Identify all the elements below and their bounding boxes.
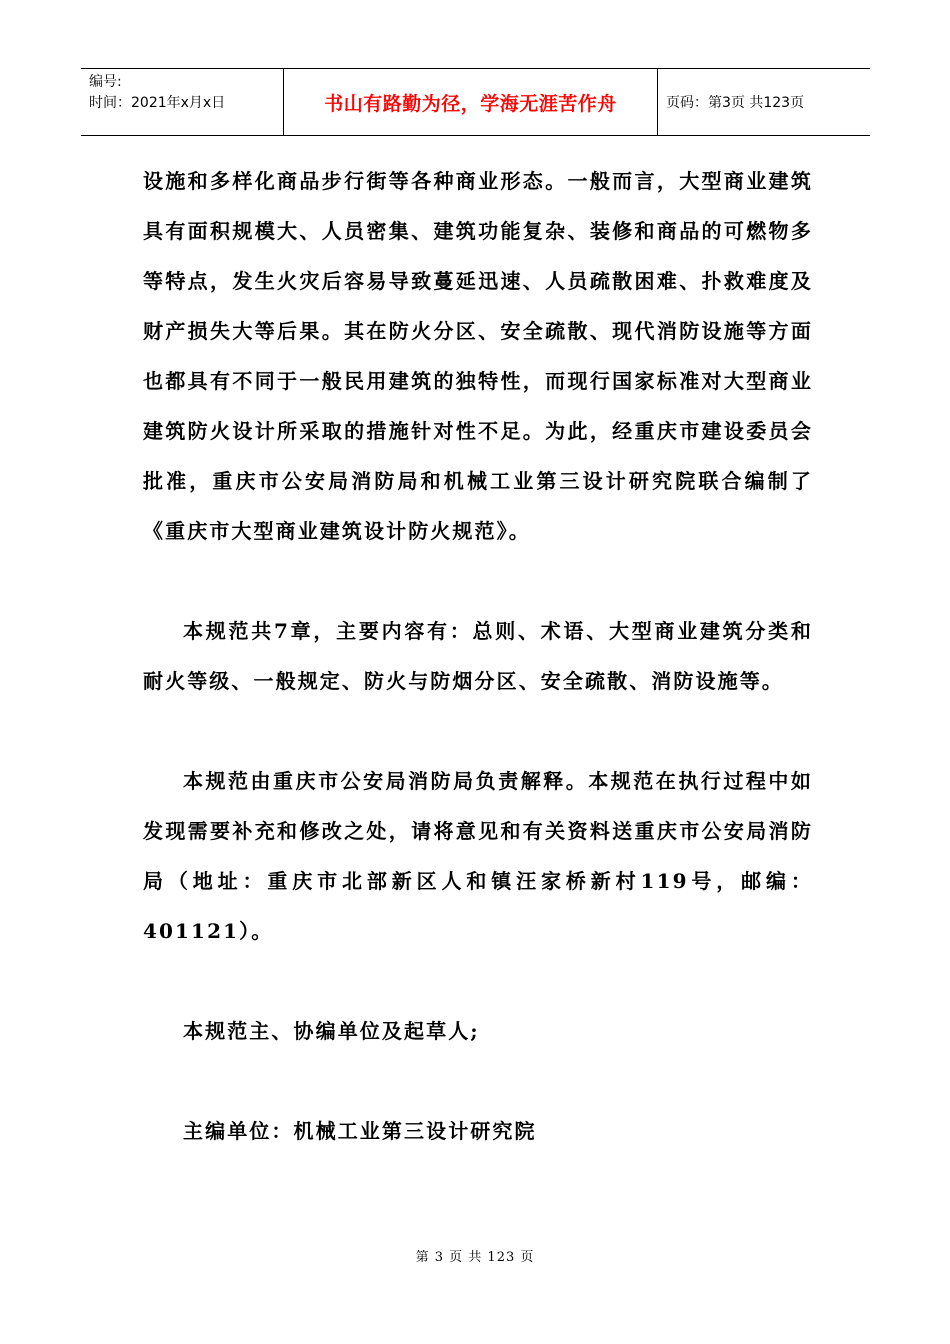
header-page-info: 页码：第3页 共123页 <box>666 95 805 111</box>
paragraph-units-heading: 本规范主、协编单位及起草人; <box>183 1019 480 1043</box>
paragraph-chapters: 本规范共7章，主要内容有：总则、术语、大型商业建筑分类和耐火等级、一般规定、防火与防烟分区、安全疏散、消防设施等。 <box>143 619 813 693</box>
header-meta <box>81 69 283 135</box>
paragraph-interpretation: 本规范由重庆市公安局消防局负责解释。本规范在执行过程中如发现需要补充和修改之处，请将意见和有关资料送重庆市公安局消防局（地址：重庆市北部新区人和镇汪家桥新村119号，邮编：401121）。 <box>143 769 813 943</box>
page-header <box>81 68 870 136</box>
doc-code-label: 编号: <box>89 74 122 90</box>
document-body <box>143 156 813 1156</box>
page-footer: 第 3 页 共 123 页 <box>415 1250 535 1265</box>
paragraph-chief-unit: 主编单位：机械工业第三设计研究院 <box>183 1119 537 1143</box>
doc-time-label: 时间：2021年x月x日 <box>89 95 226 111</box>
paragraph-continuation: 设施和多样化商品步行街等各种商业形态。一般而言，大型商业建筑具有面积规模大、人员密集、建筑功能复杂、装修和商品的可燃物多等特点，发生火灾后容易导致蔓延迅速、人员疏散困难、扑救难度及财产损失大等后果。其在防火分区、安全疏散、现代消防设施等方面也都具有不同于一般民用建筑的独特性，而现行国家标准对大型商业建筑防火设计所采取的措施针对性不足。为此，经重庆市建设委员会批准，重庆市公安局消防局和机械工业第三设计研究院联合编制了《重庆市大型商业建筑设计防火规范》。 <box>143 169 813 543</box>
header-motto: 书山有路勤为径，学海无涯苦作舟 <box>283 69 658 135</box>
